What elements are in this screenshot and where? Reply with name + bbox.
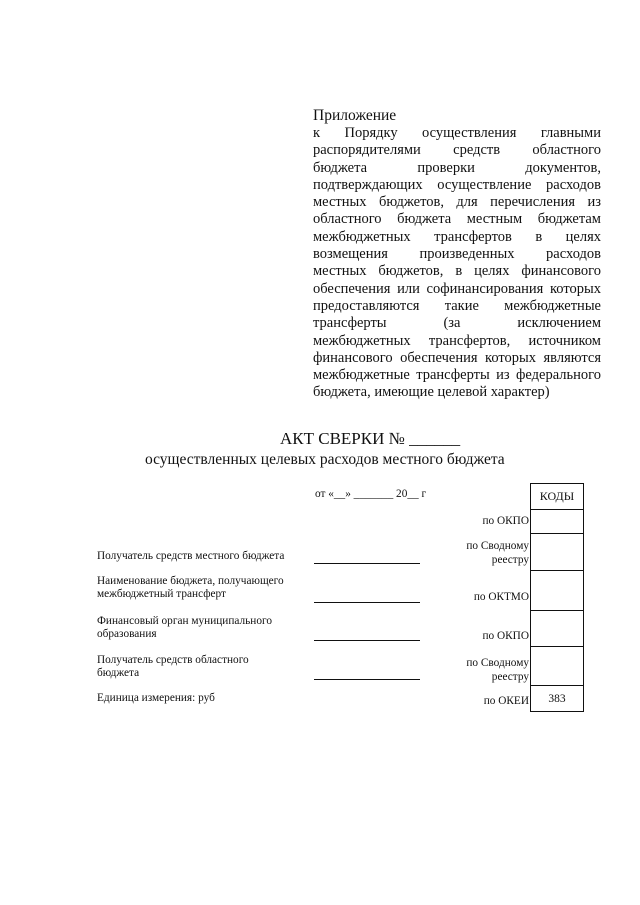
- fin-org-label: образования: [97, 628, 157, 640]
- recipient-regional-line[interactable]: [314, 679, 420, 680]
- act-date: от «__» _______ 20__ г: [315, 488, 427, 500]
- budget-name-label: Наименование бюджета, получающего: [97, 575, 284, 587]
- svod-label: реестру: [491, 554, 529, 566]
- okpo-code-cell[interactable]: [531, 610, 583, 646]
- act-subtitle: осуществленных целевых расходов местного бюджета: [145, 451, 505, 468]
- svod-label: реестру: [491, 671, 529, 683]
- unit-label: Единица измерения: руб: [97, 692, 215, 704]
- recipient-local-line[interactable]: [314, 563, 420, 564]
- appendix-line: подтверждающих осуществление расходов: [313, 176, 601, 193]
- appendix-line: финансового обеспечения которых являются: [313, 349, 601, 366]
- recipient-regional-label: бюджета: [97, 667, 140, 679]
- appendix-line: возмещения произведенных расходов: [313, 246, 601, 263]
- appendix-line: бюджета проверки документов,: [313, 159, 601, 176]
- appendix-line: местных бюджетов, для перечисления из: [313, 194, 601, 211]
- recipient-local-label: Получатель средств местного бюджета: [97, 550, 285, 562]
- okei-code-cell[interactable]: 383: [531, 685, 583, 711]
- appendix-line: распорядителями средств областного: [313, 142, 601, 159]
- appendix-title: Приложение: [313, 107, 397, 124]
- appendix-line: трансферты (за исключением: [313, 315, 601, 332]
- okei-label: по ОКЕИ: [483, 695, 529, 707]
- fin-org-label: Финансовый орган муниципального: [97, 615, 272, 627]
- svod-label: по Сводному: [466, 657, 529, 669]
- appendix-line: областного бюджета местным бюджетам: [313, 211, 601, 228]
- svod-label: по Сводному: [466, 540, 529, 552]
- appendix-line: бюджета, имеющие целевой характер): [313, 384, 550, 401]
- svod-code-cell[interactable]: [531, 533, 583, 570]
- recipient-regional-label: Получатель средств областного: [97, 654, 249, 666]
- codes-header: КОДЫ: [539, 489, 575, 503]
- appendix-line: предоставляются такие межбюджетные: [313, 297, 601, 314]
- appendix-line: к Порядку осуществления главными: [313, 125, 601, 141]
- appendix-line: межбюджетных трансфертов в целях: [313, 228, 601, 245]
- budget-name-label: межбюджетный трансферт: [97, 588, 226, 600]
- okpo-label: по ОКПО: [482, 515, 529, 527]
- act-title: АКТ СВЕРКИ № ______: [280, 429, 461, 448]
- appendix-line: местных бюджетов, в целях финансового: [313, 263, 601, 280]
- appendix-block: [313, 107, 601, 402]
- okpo-label: по ОКПО: [482, 630, 529, 642]
- oktmo-code-cell[interactable]: [531, 570, 583, 610]
- appendix-line: межбюджетные трансферты из федерального: [313, 367, 601, 384]
- appendix-line: межбюджетных трансфертов, источником: [313, 332, 601, 349]
- svod-code-cell[interactable]: [531, 646, 583, 685]
- budget-name-line[interactable]: [314, 602, 420, 603]
- okpo-code-cell[interactable]: [531, 509, 583, 533]
- oktmo-label: по ОКТМО: [473, 591, 529, 603]
- appendix-line: обеспечения или софинансирования которых: [313, 280, 601, 297]
- fin-org-line[interactable]: [314, 640, 420, 641]
- codes-table: [530, 483, 584, 712]
